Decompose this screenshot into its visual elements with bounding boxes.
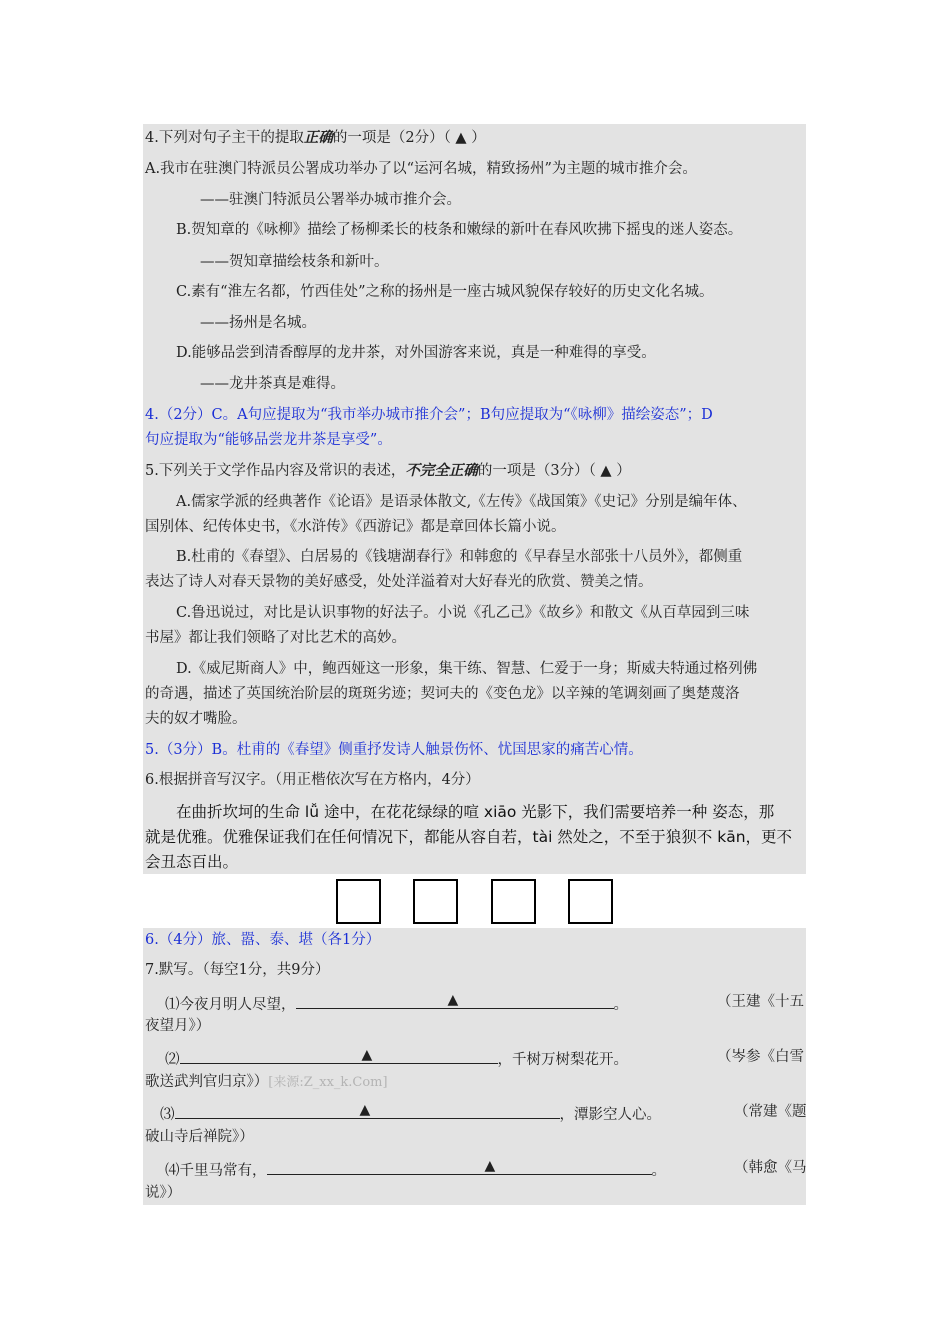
q5-option-b-2: 表达了诗人对春天景物的美好感受，处处洋溢着对大好春光的欣赏、赞美之情。 — [145, 574, 653, 590]
q5-option-a-2: 国别体、纪传体史书，《水浒传》《西游记》都是章回体长篇小说。 — [145, 519, 566, 535]
q4-option-b: B.贺知章的《咏柳》描绘了杨柳柔长的枝条和嫩绿的新叶在春风吹拂下摇曳的迷人姿态。 — [176, 222, 743, 238]
q7-item-4-source-2: 说》） — [145, 1185, 182, 1201]
answer-box-3[interactable] — [491, 879, 536, 924]
q4-option-b-answer: ——贺知章描绘枝条和新叶。 — [200, 254, 389, 270]
q4-option-d: D.能够品尝到清香醇厚的龙井茶，对外国游客来说，真是一种难得的享受。 — [176, 345, 656, 361]
q7-stem: 7.默写。（每空1分，共9分） — [145, 962, 330, 978]
q7-item-2: ⑵ ▲ ，千树万树梨花开。 — [165, 1047, 628, 1068]
blank-1[interactable]: ▲ — [296, 992, 614, 1009]
source-watermark: [来源:Z_xx_k.Com] — [268, 1075, 388, 1090]
q4-answer-line-1: 4.（2分）C。A句应提取为“我市举办城市推介会”；B句应提取为“《咏柳》描绘姿态”；D — [145, 407, 713, 423]
q7-item-3: ⑶ ▲ ，潭影空人心。 — [160, 1102, 661, 1123]
q7-item-4: ⑷千里马常有， ▲ 。 — [165, 1158, 666, 1179]
q7-item-2-source-2: 歌送武判官归京》）[来源:Z_xx_k.Com] — [145, 1074, 388, 1090]
q7-item-1: ⑴今夜月明人尽望， ▲ 。 — [165, 992, 628, 1013]
q4-answer-line-2: 句应提取为“能够品尝龙井茶是享受”。 — [145, 432, 392, 448]
q5-answer: 5.（3分）B。杜甫的《春望》侧重抒发诗人触景伤怀、忧国思家的痛苦心情。 — [145, 742, 643, 758]
q5-option-d-2: 的奇遇，描述了英国统治阶层的斑斑劣迹；契诃夫的《变色龙》以辛辣的笔调刻画了奥楚蔑洛 — [145, 686, 740, 702]
answer-box-1[interactable] — [336, 879, 381, 924]
q4-option-c: C.素有“淮左名都，竹西佳处”之称的扬州是一座古城风貌保存较好的历史文化名城。 — [176, 284, 714, 300]
q7-item-1-source: （王建《十五 — [717, 994, 804, 1010]
q5-option-c-2: 书屋》都让我们领略了对比艺术的高妙。 — [145, 630, 406, 646]
q4-option-d-answer: ——龙井茶真是难得。 — [200, 376, 345, 392]
q5-option-b-1: B.杜甫的《春望》、白居易的《钱塘湖春行》和韩愈的《早春呈水部张十八员外》，都侧重 — [176, 549, 743, 565]
q4-stem: 4.下列对句子主干的提取正确的一项是（2分）（ ▲ ） — [145, 129, 486, 146]
q4-option-c-answer: ——扬州是名城。 — [200, 315, 316, 331]
blank-2[interactable]: ▲ — [180, 1047, 498, 1064]
q5-option-d-1: D.《威尼斯商人》中，鲍西娅这一形象，集干练、智慧、仁爱于一身；斯威夫特通过格列佛 — [176, 661, 758, 677]
q4-option-a: A.我市在驻澳门特派员公署成功举办了以“运河名城，精致扬州”为主题的城市推介会。 — [145, 161, 697, 177]
q6-stem: 6.根据拼音写汉字。（用正楷依次写在方格内，4分） — [145, 772, 480, 788]
q5-option-d-3: 夫的奴才嘴脸。 — [145, 711, 247, 727]
q7-item-3-source-2: 破山寺后禅院》） — [145, 1129, 254, 1145]
q5-option-a-1: A.儒家学派的经典著作《论语》是语录体散文,《左传》《战国策》《史记》分别是编年体、 — [176, 494, 747, 510]
blank-3[interactable]: ▲ — [175, 1102, 560, 1119]
q7-item-1-source-2: 夜望月》） — [145, 1018, 211, 1034]
q5-stem: 5.下列关于文学作品内容及常识的表述，不完全正确的一项是（3分）（ ▲ ） — [145, 462, 631, 479]
q6-passage-3: 会丑态百出。 — [145, 853, 239, 871]
q7-item-4-source: （韩愈《马 — [734, 1160, 807, 1176]
q6-passage-2: 就是优雅。优雅保证我们在任何情况下，都能从容自若，tài 然处之，不至于狼狈不 kān，更不 — [145, 828, 793, 846]
q4-option-a-answer: ——驻澳门特派员公署举办城市推介会。 — [200, 192, 461, 208]
q5-option-c-1: C.鲁迅说过，对比是认识事物的好法子。小说《孔乙己》《故乡》和散文《从百草园到三味 — [176, 605, 750, 621]
q7-item-2-source: （岑参《白雪 — [717, 1049, 804, 1065]
q6-passage-1: 在曲折坎坷的生命 lǚ 途中，在花花绿绿的喧 xiāo 光影下，我们需要培养一种 姿态，那 — [176, 803, 775, 821]
answer-box-2[interactable] — [413, 879, 458, 924]
q7-item-3-source: （常建《题 — [734, 1104, 807, 1120]
q6-answer: 6.（4分）旅、嚣、泰、堪（各1分） — [145, 932, 381, 948]
answer-box-4[interactable] — [568, 879, 613, 924]
blank-4[interactable]: ▲ — [267, 1158, 652, 1175]
